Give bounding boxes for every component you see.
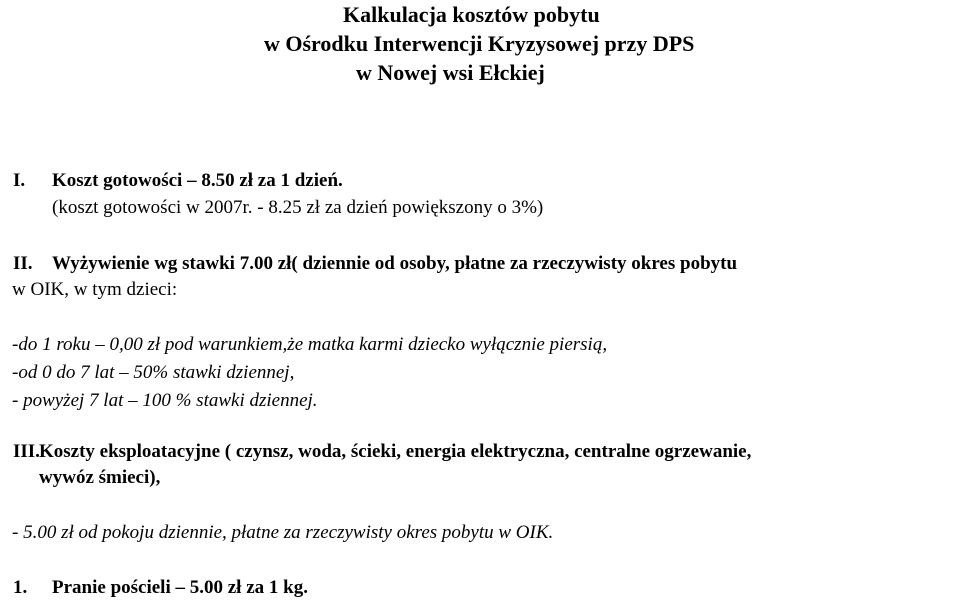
section-3-text-line-2: wywóz śmieci), — [39, 467, 161, 488]
section-2-item: -od 0 do 7 lat – 50% stawki dziennej, — [12, 362, 295, 383]
title-line-3: w Nowej wsi Ełckiej — [356, 60, 545, 85]
section-2-text-line-2: w OIK, w tym dzieci: — [12, 279, 178, 300]
section-3-number: III. — [13, 441, 40, 462]
section-4-number: 1. — [13, 577, 28, 598]
section-2-item: -do 1 roku – 0,00 zł pod warunkiem,że matka karmi dziecko wyłącznie piersią, — [12, 334, 608, 355]
section-4-text: Pranie pościeli – 5.00 zł za 1 kg. — [52, 577, 308, 598]
title-line-2: w Ośrodku Interwencji Kryzysowej przy DPS — [264, 31, 695, 56]
section-1-text: Koszt gotowości – 8.50 zł za 1 dzień. — [52, 170, 343, 191]
section-1-number: I. — [13, 170, 26, 191]
title-line-1: Kalkulacja kosztów pobytu — [343, 2, 600, 27]
section-2-text-line-1: Wyżywienie wg stawki 7.00 zł( dziennie od osoby, płatne za rzeczywisty okres pobytu — [52, 253, 738, 274]
section-3-text-line-1: Koszty eksploatacyjne ( czynsz, woda, ścieki, energia elektryczna, centralne ogrzewanie, — [39, 441, 752, 462]
section-2-number: II. — [13, 253, 33, 274]
section-3-note: - 5.00 zł od pokoju dziennie, płatne za rzeczywisty okres pobytu w OIK. — [12, 522, 554, 543]
section-2-item: - powyżej 7 lat – 100 % stawki dziennej. — [12, 390, 318, 411]
section-1-note: (koszt gotowości w 2007r. - 8.25 zł za dzień powiększony o 3%) — [52, 197, 544, 218]
